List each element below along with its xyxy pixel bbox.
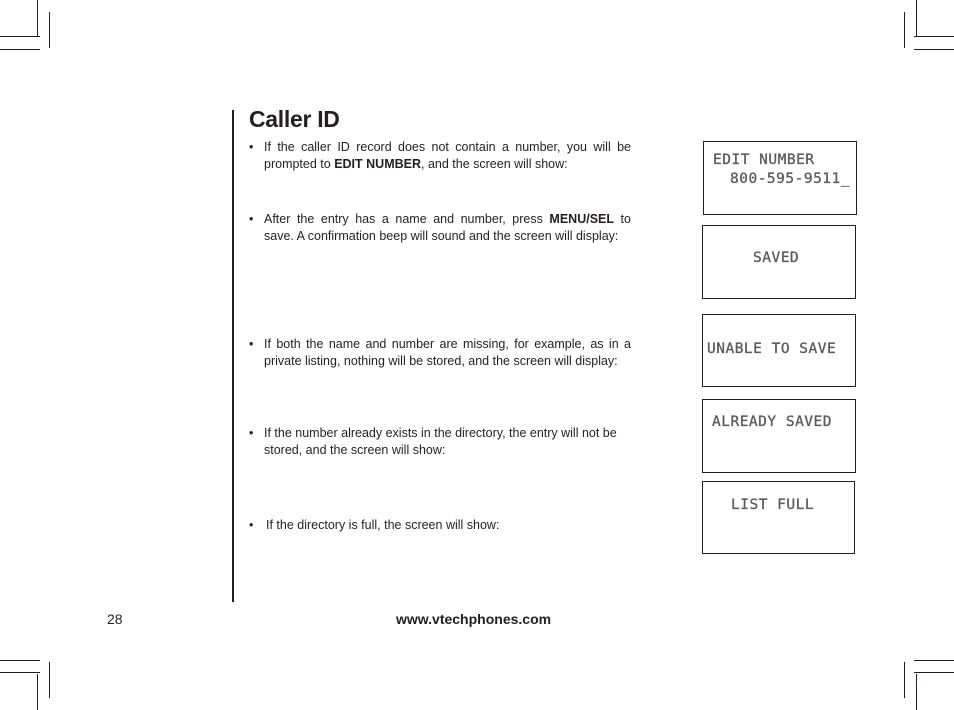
lcd-screen-already-saved (702, 399, 856, 473)
crop-mark (914, 660, 954, 661)
crop-mark (914, 49, 954, 50)
bullet-marker: • (249, 426, 254, 440)
crop-mark (49, 12, 50, 48)
page-title: Caller ID (249, 106, 340, 132)
bullet-marker: • (249, 212, 254, 226)
crop-mark (916, 0, 917, 36)
crop-mark (904, 662, 905, 698)
crop-mark (916, 674, 917, 710)
lcd-screen-edit-number (703, 141, 857, 215)
bullet-save (249, 211, 631, 244)
lcd-line: LIST FULL (731, 497, 815, 513)
lcd-line: UNABLE TO SAVE (707, 341, 837, 357)
bullet-edit-number (249, 139, 631, 172)
crop-mark (0, 660, 40, 661)
crop-mark (0, 672, 40, 673)
crop-mark (914, 36, 954, 37)
crop-mark (0, 36, 40, 37)
margin-rule (232, 110, 234, 602)
lcd-line: ALREADY SAVED (712, 414, 832, 430)
bullet-text: If both the name and number are missing, for example, as in a private listing, nothing will be stored, and the screen will display: (264, 337, 631, 368)
bullet-text: After the entry has a name and number, press MENU/SEL to save. A confirmation beep will sound and the screen will display: (264, 212, 631, 243)
crop-mark (37, 674, 38, 710)
crop-mark (49, 662, 50, 698)
bullet-marker: • (249, 140, 254, 154)
lcd-screen-unable-to-save (702, 314, 856, 387)
page-number: 28 (107, 611, 123, 627)
lcd-line: SAVED (753, 250, 800, 266)
footer-url[interactable]: www.vtechphones.com (396, 611, 552, 627)
crop-mark (0, 49, 40, 50)
lcd-screen-list-full (702, 481, 855, 554)
bullet-marker: • (249, 337, 254, 351)
bullet-text: If the directory is full, the screen will show: (266, 518, 500, 532)
key-label: EDIT NUMBER (334, 156, 421, 171)
crop-mark (914, 672, 954, 673)
bullet-text: If the caller ID record does not contain a number, you will be prompted to EDIT NUMBER, and the screen will show: (264, 140, 631, 171)
lcd-screen-saved (702, 225, 856, 299)
bullet-marker: • (249, 518, 254, 532)
crop-mark (37, 0, 38, 36)
bullet-text: If the number already exists in the directory, the entry will not be stored, and the screen will show: (264, 426, 617, 457)
crop-mark (904, 12, 905, 48)
lcd-line: 800-595-9511_ (730, 171, 850, 187)
bullet-already-exists (249, 425, 631, 458)
lcd-line: EDIT NUMBER (713, 152, 815, 168)
bullet-missing (249, 336, 631, 369)
bullet-list-full (249, 517, 631, 534)
key-label: MENU/SEL (549, 212, 615, 226)
